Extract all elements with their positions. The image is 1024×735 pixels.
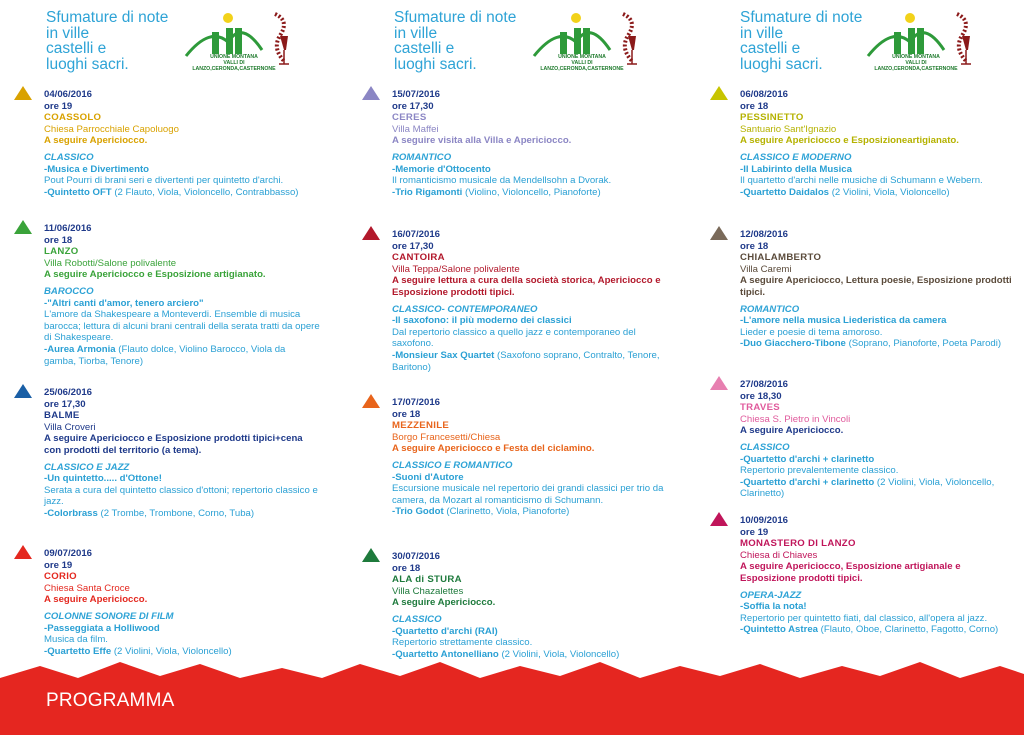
- tagline-line: luoghi sacri.: [46, 55, 129, 73]
- event-title: -Quartetto d'archi (RAI): [392, 625, 498, 637]
- event-performer: -Quintetto Astrea (Flauto, Oboe, Clarinetto, Fagotto, Corno): [740, 624, 999, 636]
- event-desc: Musica da film.: [44, 634, 108, 646]
- event-genre: OPERA-JAZZ: [740, 589, 802, 601]
- union-logo: [180, 6, 314, 76]
- event-genre: CLASSICO- CONTEMPORANEO: [392, 303, 538, 315]
- logo-text: UNIONE MONTANA VALLI DI LANZO,CERONDA,CASTERNONE: [540, 54, 624, 72]
- tagline-line: in ville: [394, 24, 438, 42]
- event-venue: Chiesa di Chiaves: [740, 549, 818, 561]
- event-after: A seguire Apericiocco.: [44, 135, 148, 147]
- tagline-line: in ville: [740, 24, 784, 42]
- triangle-marker-icon: [14, 384, 32, 398]
- event-venue: Santuario Sant'Ignazio: [740, 123, 837, 135]
- logo-text: UNIONE MONTANA VALLI DI LANZO,CERONDA,CASTERNONE: [874, 54, 958, 72]
- event-title: -Suoni d'Autore: [392, 471, 464, 483]
- event-time: ore 19: [44, 100, 73, 112]
- event-title: -Quartetto d'archi + clarinetto: [740, 453, 875, 465]
- event-place: CANTOIRA: [392, 252, 445, 264]
- tagline-line: luoghi sacri.: [394, 55, 477, 73]
- event-time: ore 18: [392, 562, 421, 574]
- program-column-3: [696, 0, 1016, 670]
- triangle-marker-icon: [362, 548, 380, 562]
- triangle-marker-icon: [362, 394, 380, 408]
- event-performer: -Quartetto Antonelliano (2 Violini, Viola, Violoncello): [392, 648, 620, 660]
- column-header: [348, 0, 668, 86]
- event-date: 17/07/2016: [392, 397, 441, 408]
- event-performer: -Duo Giacchero-Tibone (Soprano, Pianoforte, Poeta Parodi): [740, 338, 1002, 350]
- union-logo: [528, 6, 662, 76]
- event-genre: CLASSICO E ROMANTICO: [392, 459, 513, 471]
- event-title: -"Altri canti d'amor, tenero arciero": [44, 297, 204, 309]
- event-place: ALA di STURA: [392, 574, 462, 586]
- event-performer: -Quartetto Daidalos (2 Violini, Viola, Violoncello): [740, 186, 950, 198]
- triangle-marker-icon: [362, 86, 380, 100]
- event-desc: Repertorio strettamente classico.: [392, 637, 533, 649]
- event-desc: Dal repertorio classico a quello jazz e contemporaneo del saxofono.: [392, 326, 636, 350]
- triangle-marker-icon: [14, 220, 32, 234]
- event-place: COASSOLO: [44, 112, 102, 124]
- event-time: ore 17,30: [392, 100, 434, 112]
- event-after: A seguire Apericiocco e Esposizione prodotti tipici+cena con prodotti del territorio (a tema).: [44, 433, 303, 456]
- event-time: ore 18: [392, 408, 421, 420]
- event-performer: -Quintetto OFT (2 Flauto, Viola, Violoncello, Contrabbasso): [44, 186, 299, 198]
- event-title: -Memorie d'Ottocento: [392, 163, 491, 175]
- event-date: 11/06/2016: [44, 223, 92, 234]
- event-genre: BAROCCO: [44, 285, 94, 297]
- tagline-line: luoghi sacri.: [740, 55, 823, 73]
- event-time: ore 19: [44, 559, 73, 571]
- event-after: A seguire Apericiocco.: [44, 594, 148, 606]
- event-after: A seguire Apericiocco, Lettura poesie, Esposizione prodotti tipici.: [740, 275, 1012, 298]
- event-venue: Borgo Francesetti/Chiesa: [392, 431, 501, 443]
- event-performer: -Monsieur Sax Quartet (Saxofono soprano, Contralto, Tenore, Baritono): [392, 349, 660, 373]
- event-genre: CLASSICO E JAZZ: [44, 461, 130, 473]
- event-date: 25/06/2016: [44, 387, 93, 398]
- event-time: ore 18: [740, 100, 769, 112]
- program-label: PROGRAMMA: [46, 690, 175, 711]
- event-venue: Villa Caremi: [740, 263, 792, 275]
- event-date: 15/07/2016: [392, 89, 441, 100]
- event-after: A seguire Apericiocco.: [392, 597, 496, 609]
- event-desc: Pout Pourri di brani seri e divertenti per quintetto d'archi.: [44, 175, 284, 187]
- triangle-marker-icon: [14, 86, 32, 100]
- event-date: 30/07/2016: [392, 551, 441, 562]
- event-genre: ROMANTICO: [392, 151, 452, 163]
- event-date: 10/09/2016: [740, 515, 789, 526]
- event-title: -Musica e Divertimento: [44, 163, 150, 175]
- tagline: [394, 10, 534, 72]
- event-genre: COLONNE SONORE DI FILM: [44, 610, 174, 622]
- event-desc: Serata a cura del quintetto classico d'ottoni; repertorio classico e jazz.: [44, 484, 318, 508]
- event-venue: Villa Teppa/Salone polivalente: [392, 263, 520, 275]
- tagline-line: in ville: [46, 24, 90, 42]
- event-time: ore 18: [740, 240, 769, 252]
- triangle-marker-icon: [710, 226, 728, 240]
- event-desc: Repertorio prevalentemente classico.: [740, 465, 899, 477]
- event-desc: L'amore da Shakespeare a Monteverdi. Ensemble di musica barocca; lettura di alcuni brani centrali della serata tratti da opere di Shakespeare.: [44, 309, 320, 344]
- event-genre: CLASSICO E MODERNO: [740, 151, 852, 163]
- event-place: LANZO: [44, 246, 79, 258]
- event-title: -L'amore nella musica Liederistica da camera: [740, 315, 947, 327]
- event-performer: -Trio Rigamonti (Violino, Violoncello, Pianoforte): [392, 186, 601, 198]
- event-date: 12/08/2016: [740, 229, 789, 240]
- event-date: 09/07/2016: [44, 548, 93, 559]
- event-venue: Chiesa S. Pietro in Vincoli: [740, 413, 851, 425]
- column-header: [0, 0, 320, 86]
- event-after: A seguire Apericiocco, Esposizione artigianale e Esposizione prodotti tipici.: [740, 561, 961, 584]
- event-date: 27/08/2016: [740, 379, 789, 390]
- triangle-marker-icon: [710, 86, 728, 100]
- tagline-line: Sfumature di note: [46, 9, 169, 26]
- event-time: ore 17,30: [44, 398, 86, 410]
- tagline: [740, 10, 880, 72]
- event-performer: -Colorbrass (2 Trombe, Trombone, Corno, Tuba): [44, 507, 255, 519]
- event-after: A seguire Apericiocco e Festa del ciclamino.: [392, 443, 595, 455]
- event-venue: Villa Croveri: [44, 421, 96, 433]
- event-place: CHIALAMBERTO: [740, 252, 822, 264]
- program-column-2: [348, 0, 668, 670]
- event-after: A seguire Apericiocco.: [740, 425, 844, 437]
- program-column-1: [0, 0, 320, 670]
- event-title: -Passeggiata a Holliwood: [44, 622, 160, 634]
- event-desc: Il romanticismo musicale da Mendellsohn a Dvorak.: [392, 175, 612, 187]
- event-title: -Il Labirinto della Musica: [740, 163, 852, 175]
- event-after: A seguire visita alla Villa e Apericiocco.: [392, 135, 572, 147]
- event-place: CORIO: [44, 571, 77, 583]
- event-genre: CLASSICO: [392, 613, 442, 625]
- tagline-line: castelli e: [394, 40, 455, 57]
- event-performer: -Quartetto Effe (2 Violini, Viola, Violoncello): [44, 645, 232, 657]
- event-venue: Villa Chazalettes: [392, 585, 464, 597]
- event-after: A seguire lettura a cura della società storica, Apericiocco e Esposizione prodotti tipici.: [392, 275, 661, 298]
- event-venue: Villa Robotti/Salone polivalente: [44, 257, 177, 269]
- event-place: MONASTERO DI LANZO: [740, 538, 856, 550]
- triangle-marker-icon: [362, 226, 380, 240]
- event-time: ore 17,30: [392, 240, 434, 252]
- event-venue: Chiesa Santa Croce: [44, 582, 130, 594]
- event-performer: -Trio Godot (Clarinetto, Viola, Pianoforte): [392, 506, 570, 518]
- tagline-line: Sfumature di note: [394, 9, 517, 26]
- event-title: -Il saxofono: il più moderno dei classici: [392, 315, 572, 327]
- event-time: ore 19: [740, 526, 769, 538]
- event-after: A seguire Apericiocco e Esposizione artigianato.: [44, 269, 266, 281]
- union-logo: [862, 6, 996, 76]
- event-genre: ROMANTICO: [740, 303, 800, 315]
- event-performer: -Quartetto d'archi + clarinetto (2 Violini, Viola, Violoncello, Clarinetto): [740, 476, 995, 500]
- event-title: -Un quintetto..... d'Ottone!: [44, 473, 162, 485]
- logo-text: UNIONE MONTANA VALLI DI LANZO,CERONDA,CASTERNONE: [192, 54, 276, 72]
- event-desc: Repertorio per quintetto fiati, dal classico, all'opera al jazz.: [740, 612, 988, 624]
- event-date: 04/06/2016: [44, 89, 93, 100]
- triangle-marker-icon: [710, 376, 728, 390]
- triangle-marker-icon: [14, 545, 32, 559]
- event-after: A seguire Apericiocco e Esposizioneartigianato.: [740, 135, 959, 147]
- event-genre: CLASSICO: [44, 151, 94, 163]
- event-place: PESSINETTO: [740, 112, 804, 124]
- event-time: ore 18,30: [740, 390, 782, 402]
- tagline-line: Sfumature di note: [740, 9, 863, 26]
- event-place: MEZZENILE: [392, 420, 450, 432]
- tagline-line: castelli e: [46, 40, 107, 57]
- event-venue: Villa Maffei: [392, 123, 439, 135]
- event-performer: -Aurea Armonia (Flauto dolce, Violino Barocco, Viola da gamba, Tiorba, Tenore): [44, 343, 286, 367]
- tagline-line: castelli e: [740, 40, 801, 57]
- event-time: ore 18: [44, 234, 73, 246]
- event-place: BALME: [44, 410, 80, 422]
- event-desc: Il quartetto d'archi nelle musiche di Schumann e Webern.: [740, 175, 983, 187]
- event-title: -Soffia la nota!: [740, 601, 807, 613]
- event-place: TRAVES: [740, 402, 781, 414]
- event-venue: Chiesa Parrocchiale Capoluogo: [44, 123, 179, 135]
- column-header: [696, 0, 1016, 86]
- event-place: CERES: [392, 112, 427, 124]
- event-date: 16/07/2016: [392, 229, 441, 240]
- event-date: 06/08/2016: [740, 89, 789, 100]
- triangle-marker-icon: [710, 512, 728, 526]
- event-desc: Escursione musicale nel repertorio dei grandi classici per trio da camera, da Mozart al romanticismo di Schumann.: [392, 483, 664, 506]
- event-genre: CLASSICO: [740, 441, 790, 453]
- tagline: [46, 10, 186, 72]
- event-desc: Lieder e poesie di tema amoroso.: [740, 326, 883, 338]
